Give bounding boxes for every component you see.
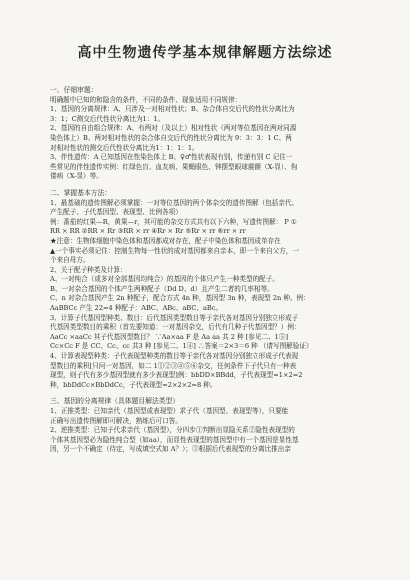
paragraph-line: Cc×Cc F 是 CC、Cc、cc 共3 种 [参见二、1④] ∴答案＝2×3＝6 种 （请写图解验证） — [50, 342, 313, 351]
paragraph-line: 2、基因的自由组合规律：A、有两对（及以上）相对性状（两对等位基因在两对同源 — [50, 124, 297, 133]
section-gap — [50, 390, 388, 397]
paragraph-line: 染色体上）B、两对相对性状的杂合体自交后代的性状分离比为 9：3：3：1 C、两 — [50, 133, 292, 142]
paragraph-line: 代基因类型数目的乘积（首先要知道：一对基因杂交，后代有几种子代基因型？）例： — [50, 323, 301, 332]
paragraph-line: 因，另一个不确定（待定，写成填空式如 A？）；③根据后代表现型的分离比推出亲 — [50, 445, 291, 454]
paragraph-line: 3、伴性遗传：A 已知基因在性染色体上 B、♀♂性状表现有别，传递有别 C 记住一 — [50, 153, 293, 162]
paragraph-line: 种，bbDdCc×BbDdCc，子代表现型=2×2×2=8 种。 — [50, 380, 217, 389]
paragraph-line: 些常见的伴性遗传实例：红绿色盲、血友病、果蝇眼色、钟摆型眼球震颤（X-显）、佝 — [50, 162, 298, 171]
paragraph-line: 对相对性状的测交后代性状分离比为1：1：1：1。 — [50, 143, 199, 152]
paragraph-line: 现型，则子代有多少基因型就有多少表现型]例：bbDD×BBdd，子代表现型=1×2=2 — [50, 371, 303, 380]
paragraph-line: 3：1；C测交后代性状分离比为1：1。 — [50, 114, 165, 123]
paragraph-line: AaBBCc 产生 22=4 种配子：ABC、ABc、aBC、aBc。 — [50, 304, 223, 313]
section-heading: 一、仔细审题： — [50, 86, 98, 94]
paragraph-line: ▲一个事实必须记住：控制生物每一性状的成对基因都来自亲本，即一个来自父方，一 — [50, 246, 300, 255]
paragraph-line: 产生配子、子代基因型、表现型、比例各项） — [50, 208, 182, 217]
paragraph-line: 正确写出遗传图解即可解决，熟练后可口答。 — [50, 416, 182, 425]
paragraph-line: 偻病（X-显）等。 — [50, 172, 103, 181]
paragraph-line: 型数目的乘积[只问一对基因，如二 1①②③④⑤⑥杂交，任何条件下子代只有一种表 — [50, 361, 297, 370]
paragraph-line: 明确题中已知的和隐含的条件，不同的条件、现象适用不同规律： — [50, 95, 242, 104]
paragraph-line: 2、关于配子种类及计算： — [50, 265, 127, 274]
paragraph-line: 4、计算表现型种类：子代表现型种类的数目等于亲代各对基因分别独立形成子代表现 — [50, 352, 299, 361]
paragraph-line: 3、计算子代基因型种类、数目：后代基因类型数目等于亲代各对基因分别独立形成子 — [50, 313, 299, 322]
paragraph-line: A、一对纯合（或多对全部基因均纯合）的基因的个体只产生一种类型的配子。 — [50, 275, 279, 284]
paragraph-line: AaCc ×aaCc 其子代基因型数目？ ∵Aa×aa F 是 Aa aa 共 2 种 [参见二、1⑤] — [50, 332, 289, 341]
document-body — [50, 86, 388, 455]
paragraph-line: 例：番茄的红果—R，黄果—r，其可能的杂交方式共有以下六种，写遗传图解： P ① — [50, 217, 297, 226]
paragraph-line: ★注意：生物体细胞中染色体和基因都成对存在，配子中染色体和基因成单存在 — [50, 236, 281, 245]
paragraph-line: 1、基因的分离规律：A、只涉及一对相对性状；B、杂合体自交后代的性状分离比为 — [50, 105, 295, 114]
paragraph-line: 个来自母方。 — [50, 256, 90, 265]
section-gap — [50, 182, 388, 189]
paragraph-line: C、n 对杂合基因产生 2n 种配子，配合方式 4n 种，基因型 3n 种，表现型 2n 种。例： — [50, 294, 310, 303]
paragraph-line: B、一对杂合基因的个体产生两种配子（Dd D、d）且产生二者的几率相等。 — [50, 284, 274, 293]
paragraph-line: 1、正推类型：已知亲代（基因型或表现型）求子代（基因型、表现型等），只要能 — [50, 407, 289, 415]
paragraph-line: 个体其基因型必为隐性纯合型（如aa），而显性表现型的基因型中有一个基因是显性基 — [50, 435, 299, 444]
paragraph-line: 1、最基础的遗传图解必须掌握：一对等位基因的两个体杂交的遗传图解（包括亲代、 — [50, 198, 299, 207]
section-heading: 二、掌握基本方法： — [50, 188, 112, 197]
section-heading: 三、基因的分离规律（具体题目解法类型） — [50, 397, 180, 406]
paragraph-line: RR × RR ②RR × Rr ③RR × rr ④Rr × Rr ⑤Rr × rr ⑥rr × rr — [50, 227, 246, 236]
document-title: 高中生物遗传学基本规律解题方法综述 — [77, 45, 333, 61]
paragraph-line: 2、逆推类型：已知子代求亲代（基因型），分四步①判断出显隐关系②隐性表现型的 — [50, 426, 295, 435]
